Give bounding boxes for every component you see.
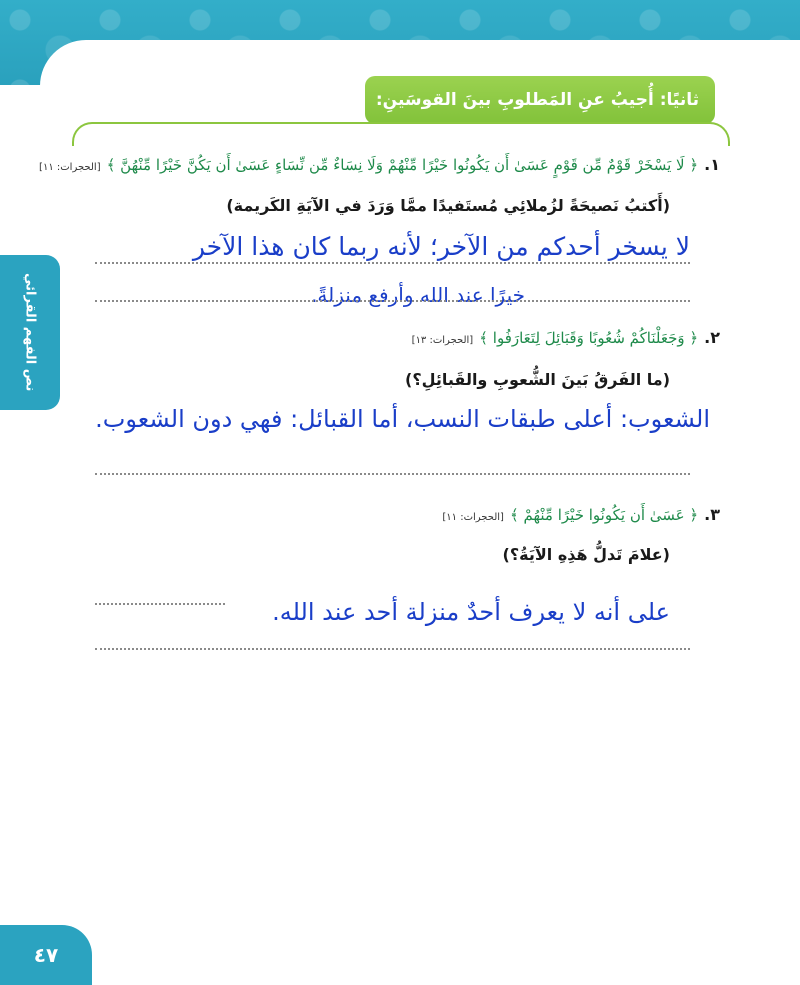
handwritten-answer: الشعوب: أعلى طبقات النسب، أما القبائل: فهي دون الشعوب. xyxy=(95,405,710,433)
question-number: ١. xyxy=(704,155,720,174)
question-3-verse-line xyxy=(442,505,720,524)
verse-reference: [الحجرات: ١٣] xyxy=(411,335,474,346)
quran-verse: ﴿ عَسَىٰ أَن يَكُونُوا خَيْرًا مِّنْهُمْ ﴾ xyxy=(509,506,699,524)
verse-reference: [الحجرات: ١١] xyxy=(442,512,504,523)
section-frame-line xyxy=(72,122,730,146)
question-1-prompt: (أَكتبُ نَصيحَةً لزُملائِي مُستَفيدًا ممَّا وَرَدَ في الآيَةِ الكَريمة) xyxy=(226,196,670,215)
question-2-verse-line xyxy=(412,328,720,347)
handwritten-answer: على أنه لا يعرف أحدٌ منزلة أحد عند الله. xyxy=(272,598,670,626)
quran-verse: ﴿ وَجَعَلْنَاكُمْ شُعُوبًا وَقَبَائِلَ لِتَعَارَفُوا ﴾ xyxy=(479,329,699,347)
answer-dotted-line xyxy=(95,300,690,302)
handwritten-answer: لا يسخر أحدكم من الآخر؛ لأنه ربما كان هذا الآخر xyxy=(192,232,690,261)
answer-dotted-line xyxy=(95,262,690,264)
question-1-verse-line xyxy=(39,155,720,174)
question-number: ٢. xyxy=(704,328,720,347)
handwritten-answer: خيرًا عند الله وأرفع منزلةً. xyxy=(311,283,525,307)
quran-verse: ﴿ لَا يَسْخَرْ قَوْمٌ مِّن قَوْمٍ عَسَىٰ أَن يَكُونُوا خَيْرًا مِّنْهُمْ وَلَا نِسَاءٌ مِّن نِّسَاءٍ عَسَىٰ أَن يَكُنَّ خَيْرًا مِّنْهُنَّ ﴾ xyxy=(106,156,699,174)
question-3-prompt: (علامَ تَدلُّ هَذِهِ الآيَةُ؟) xyxy=(502,545,670,564)
answer-dotted-line xyxy=(95,473,690,475)
side-tab-label: نص الفهم القرائي xyxy=(22,273,38,392)
answer-dotted-line xyxy=(95,648,690,650)
page-number: ٤٧ xyxy=(0,925,92,985)
verse-reference: [الحجرات: ١١] xyxy=(39,162,101,173)
question-2-prompt: (ما الفَرقُ بَينَ الشُّعوبِ والقَبائِلِ؟) xyxy=(405,370,670,389)
section-title: ثانيًا: أُجيبُ عنِ المَطلوبِ بينَ القوسَينِ: xyxy=(365,76,715,124)
side-chapter-tab xyxy=(0,255,60,410)
answer-dotted-line xyxy=(95,603,225,605)
question-number: ٣. xyxy=(704,505,720,524)
